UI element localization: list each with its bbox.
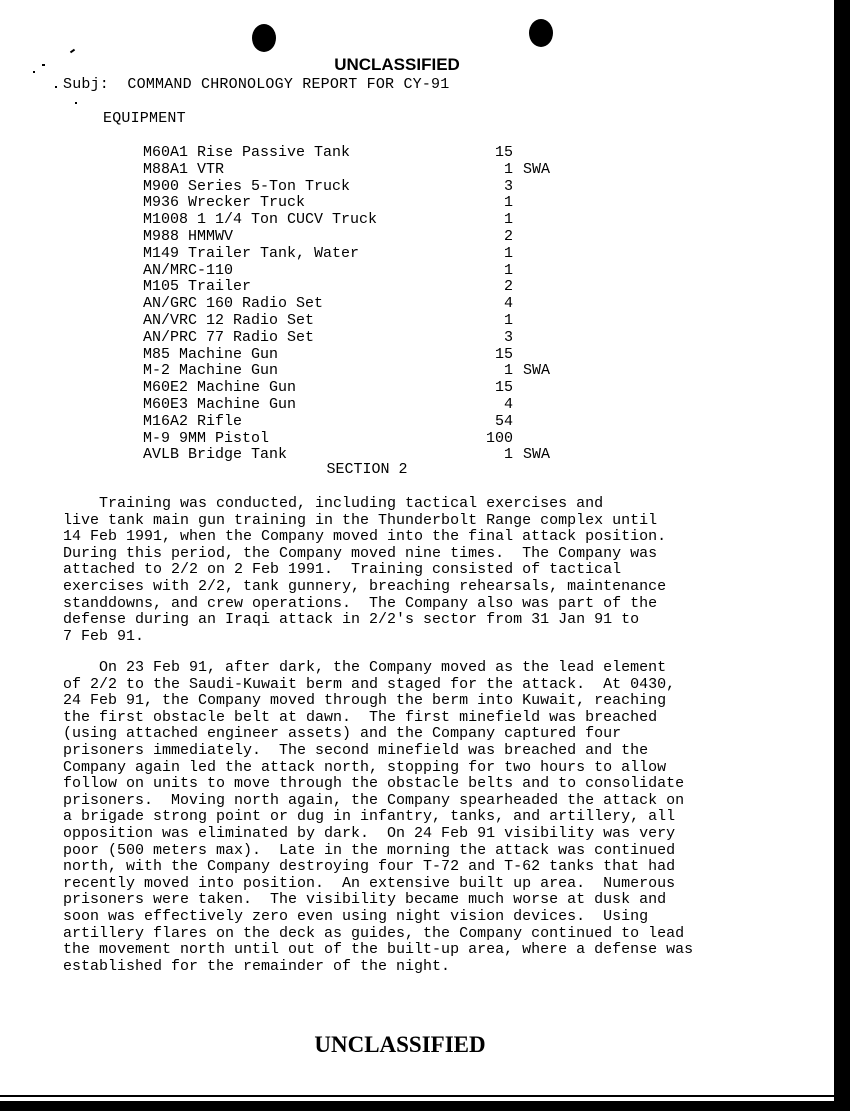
equipment-row	[143, 329, 603, 346]
paragraph-line: defense during an Iraqi attack in 2/2's sector from 31 Jan 91 to	[63, 611, 640, 629]
paragraph-line: the first obstacle belt at dawn. The first minefield was breached	[63, 708, 658, 726]
equipment-quantity: 54	[494, 412, 513, 430]
equipment-name: AN/GRC 160 Radio Set	[143, 295, 324, 313]
equipment-name: M-2 Machine Gun	[143, 362, 279, 380]
equipment-name: M936 Wrecker Truck	[143, 194, 306, 212]
paragraph-line: 7 Feb 91.	[63, 627, 145, 645]
equipment-row	[143, 211, 603, 228]
scan-border-bottom-line	[0, 1095, 834, 1097]
equipment-row	[143, 278, 603, 295]
paragraph-line: 14 Feb 1991, when the Company moved into the final attack position.	[63, 528, 667, 546]
paragraph-line: live tank main gun training in the Thunderbolt Range complex until	[63, 511, 658, 529]
paragraph-line: north, with the Company destroying four T-72 and T-62 tanks that had	[63, 858, 676, 876]
equipment-name: AVLB Bridge Tank	[143, 446, 288, 464]
equipment-quantity: 1	[503, 244, 513, 262]
paragraph-line: Training was conducted, including tactical exercises and	[63, 495, 604, 512]
equipment-name: M105 Trailer	[143, 278, 252, 296]
punch-hole-right	[529, 19, 553, 47]
equipment-name: M-9 9MM Pistol	[143, 429, 270, 447]
paragraph-line: attached to 2/2 on 2 Feb 1991. Training consisted of tactical	[63, 561, 622, 579]
paragraph-line: During this period, the Company moved nine times. The Company was	[63, 544, 658, 562]
equipment-note: SWA	[523, 446, 551, 464]
equipment-quantity: 1	[503, 311, 513, 329]
equipment-quantity: 1	[503, 446, 513, 464]
equipment-name: M900 Series 5-Ton Truck	[143, 177, 351, 195]
equipment-row	[143, 295, 603, 312]
paragraph-line: recently moved into position. An extensive built up area. Numerous	[63, 874, 676, 892]
equipment-quantity: 4	[503, 295, 513, 313]
paragraph-line: poor (500 meters max). Late in the morning the attack was continued	[63, 841, 676, 859]
equipment-row	[143, 262, 603, 279]
scan-speck	[55, 86, 57, 88]
paragraph-line: prisoners were taken. The visibility became much worse at dusk and	[63, 891, 667, 909]
equipment-name: M60A1 Rise Passive Tank	[143, 144, 351, 161]
equipment-quantity: 15	[494, 144, 513, 161]
equipment-quantity: 1	[503, 261, 513, 279]
equipment-row	[143, 161, 603, 178]
equipment-list	[143, 144, 603, 463]
paragraph-line: a brigade strong point or dug in infantry, tanks, and artillery, all	[63, 808, 676, 826]
equipment-name: AN/MRC-110	[143, 261, 234, 279]
section-heading: SECTION 2	[326, 461, 408, 478]
equipment-quantity: 100	[485, 429, 513, 447]
equipment-name: M85 Machine Gun	[143, 345, 279, 363]
paragraph-line: 24 Feb 91, the Company moved through the berm into Kuwait, reaching	[63, 692, 667, 710]
paragraph-line: prisoners. Moving north again, the Company spearheaded the attack on	[63, 791, 685, 809]
equipment-row	[143, 430, 603, 447]
paragraph-line: (using attached engineer assets) and the Company captured four	[63, 725, 622, 743]
equipment-row	[143, 362, 603, 379]
equipment-quantity: 1	[503, 194, 513, 212]
scan-border-right	[834, 0, 850, 1111]
paragraph-line: On 23 Feb 91, after dark, the Company moved as the lead element	[63, 659, 667, 676]
equipment-quantity: 4	[503, 395, 513, 413]
equipment-row	[143, 144, 603, 161]
paragraph-line: the movement north until out of the built-up area, where a defense was	[63, 941, 694, 959]
equipment-note: SWA	[523, 160, 551, 178]
subject-line: Subj: COMMAND CHRONOLOGY REPORT FOR CY-91	[63, 76, 450, 93]
punch-hole-left	[252, 24, 276, 52]
equipment-quantity: 1	[503, 160, 513, 178]
equipment-row	[143, 413, 603, 430]
scan-speck	[70, 49, 75, 54]
equipment-row	[143, 228, 603, 245]
equipment-quantity: 15	[494, 379, 513, 397]
paragraph-attack	[63, 660, 783, 975]
equipment-quantity: 2	[503, 278, 513, 296]
paragraph-line: follow on units to move through the obstacle belts and to consolidate	[63, 775, 685, 793]
paragraph-training	[63, 496, 783, 645]
equipment-quantity: 1	[503, 211, 513, 229]
equipment-name: AN/VRC 12 Radio Set	[143, 311, 315, 329]
equipment-name: AN/PRC 77 Radio Set	[143, 328, 315, 346]
equipment-quantity: 2	[503, 227, 513, 245]
equipment-quantity: 3	[503, 328, 513, 346]
equipment-row	[143, 379, 603, 396]
equipment-row	[143, 396, 603, 413]
equipment-name: M16A2 Rifle	[143, 412, 243, 430]
paragraph-line: established for the remainder of the night.	[63, 957, 451, 975]
header-classification: UNCLASSIFIED	[334, 55, 460, 74]
equipment-name: M1008 1 1/4 Ton CUCV Truck	[143, 211, 378, 229]
equipment-name: M88A1 VTR	[143, 160, 225, 178]
equipment-note: SWA	[523, 362, 551, 380]
paragraph-line: of 2/2 to the Saudi-Kuwait berm and staged for the attack. At 0430,	[63, 675, 676, 693]
paragraph-line: exercises with 2/2, tank gunnery, breaching rehearsals, maintenance	[63, 577, 667, 595]
scan-border-bottom	[0, 1101, 850, 1111]
paragraph-line: artillery flares on the deck as guides, the Company continued to lead	[63, 924, 685, 942]
equipment-quantity: 1	[503, 362, 513, 380]
equipment-name: M60E2 Machine Gun	[143, 379, 297, 397]
equipment-row	[143, 346, 603, 363]
paragraph-line: opposition was eliminated by dark. On 24 Feb 91 visibility was very	[63, 824, 676, 842]
equipment-row	[143, 245, 603, 262]
paragraph-line: prisoners immediately. The second minefield was breached and the	[63, 741, 649, 759]
equipment-quantity: 15	[494, 345, 513, 363]
paragraph-line: soon was effectively zero even using night vision devices. Using	[63, 907, 649, 925]
equipment-row	[143, 312, 603, 329]
equipment-row	[143, 194, 603, 211]
equipment-name: M149 Trailer Tank, Water	[143, 244, 360, 262]
footer-classification: UNCLASSIFIED	[314, 1032, 486, 1057]
equipment-name: M988 HMMWV	[143, 227, 234, 245]
equipment-quantity: 3	[503, 177, 513, 195]
scan-speck	[75, 102, 77, 104]
equipment-row	[143, 178, 603, 195]
equipment-name: M60E3 Machine Gun	[143, 395, 297, 413]
paragraph-line: standdowns, and crew operations. The Company also was part of the	[63, 594, 658, 612]
paragraph-line: Company again led the attack north, stopping for two hours to allow	[63, 758, 667, 776]
equipment-heading: EQUIPMENT	[103, 110, 186, 127]
